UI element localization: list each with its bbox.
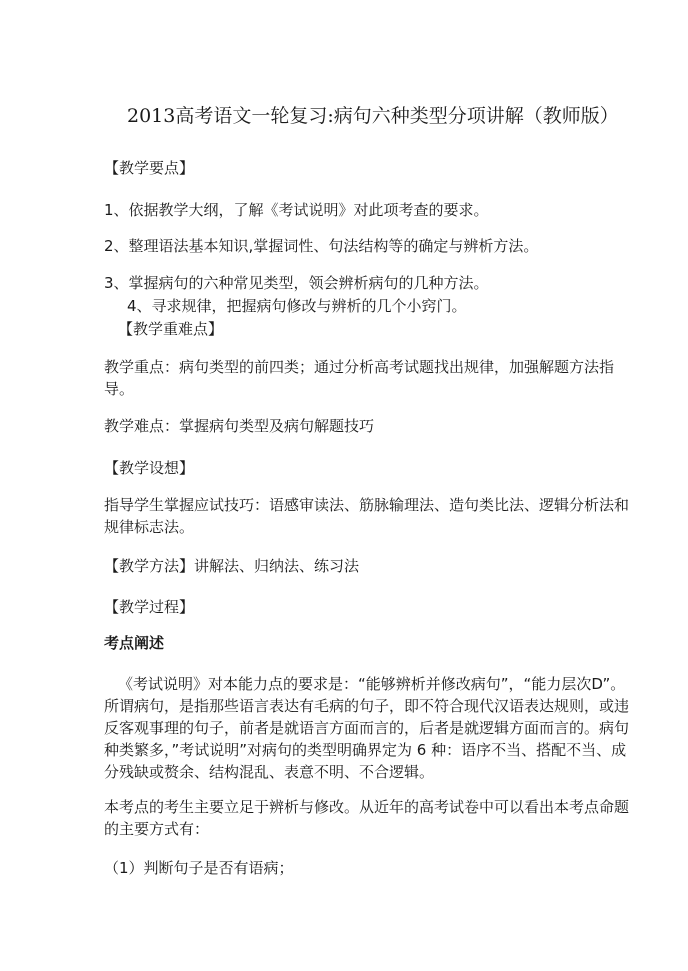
document-title: 2013高考语文一轮复习:病句六种类型分项讲解（教师版） xyxy=(127,105,619,127)
section-teaching-points: 【教学要点】 xyxy=(104,159,195,177)
section-process: 【教学过程】 xyxy=(104,598,195,616)
key-point-paragraph: 教学重点：病句类型的前四类；通过分析高考试题找出规律，加强解题方法指导。 xyxy=(104,358,615,398)
section-design: 【教学设想】 xyxy=(104,459,195,477)
list-item-1: （1）判断句子是否有语病； xyxy=(104,859,294,877)
point-3: 3、掌握病句的六种常见类型，领会辨析病句的几种方法。 xyxy=(104,274,489,292)
section-key-difficult: 【教学重难点】 xyxy=(118,320,224,338)
point-2: 2、整理语法基本知识,掌握词性、句法结构等的确定与辨析方法。 xyxy=(104,237,539,255)
section-method: 【教学方法】讲解法、归纳法、练习法 xyxy=(104,557,360,575)
difficult-point: 教学难点：掌握病句类型及病句解题技巧 xyxy=(104,417,375,435)
point-1: 1、依据教学大纲，了解《考试说明》对此项考查的要求。 xyxy=(104,201,489,219)
point-4: 4、寻求规律，把握病句修改与辨析的几个小窍门。 xyxy=(127,297,467,315)
exam-point-paragraph: 《考试说明》对本能力点的要求是：“能够辨析并修改病句”，“能力层次D”。所谓病句，是指那些语言表达有毛病的句子，即不符合现代汉语表达规则，或违反客观事理的句子，前者是就语言方面而言的，后者是就逻辑方面而言的。病句种类繁多，”考试说明”对病句的类型明确界定为 6 种：语序不当、搭配不当、成分残缺或赘余、结构混乱、表意不明、不合逻辑。 xyxy=(104,675,630,781)
design-paragraph: 指导学生掌握应试技巧：语感审读法、筋脉输理法、造句类比法、逻辑分析法和规律标志法。 xyxy=(104,496,630,536)
exam-point-heading: 考点阐述 xyxy=(104,634,165,652)
focus-paragraph: 本考点的考生主要立足于辨析与修改。从近年的高考试卷中可以看出本考点命题的主要方式有： xyxy=(104,798,630,838)
